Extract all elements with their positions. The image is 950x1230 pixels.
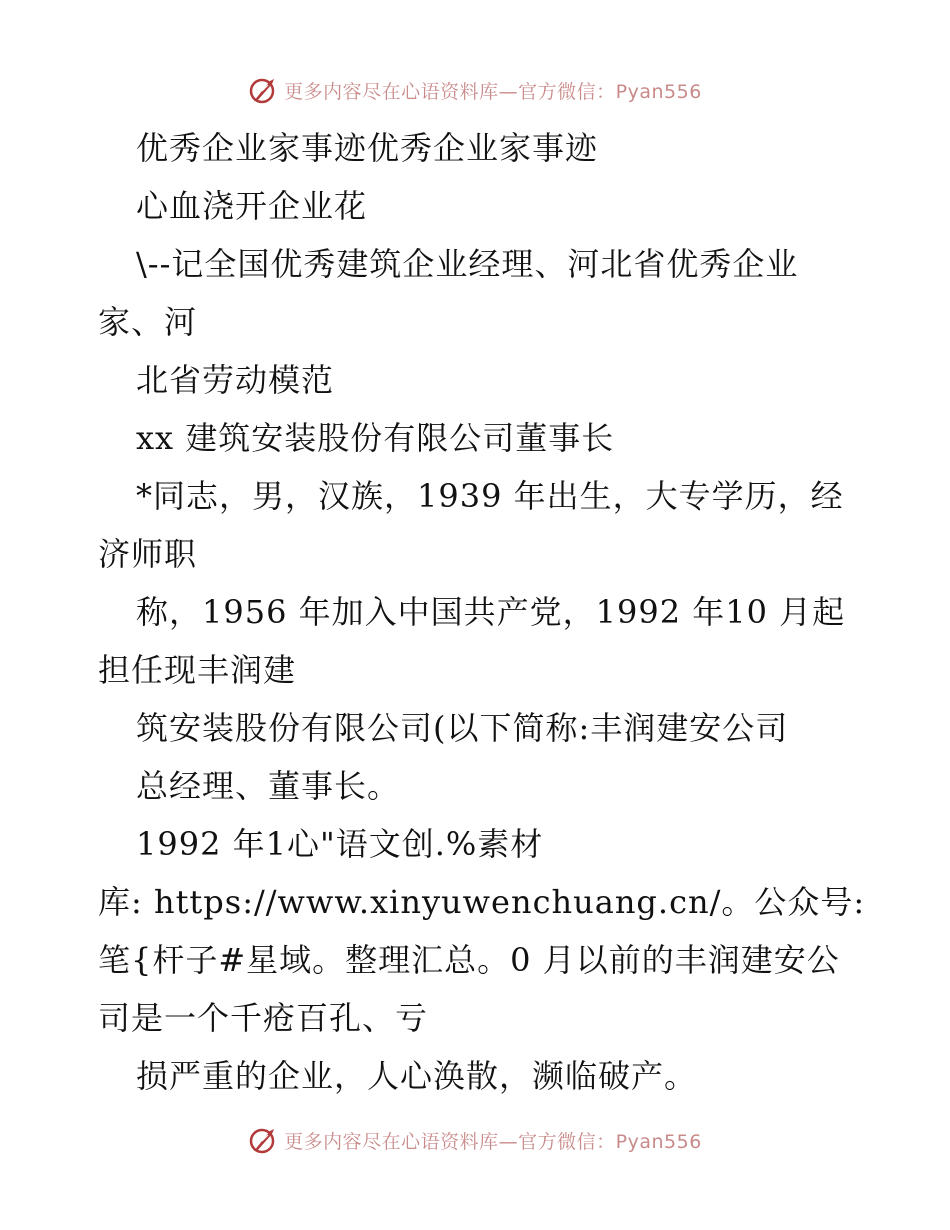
doc-line: 1992 年1心"语文创.%素材 [136, 825, 544, 863]
doc-line: xx 建筑安装股份有限公司董事长 [136, 419, 615, 457]
doc-line: 济师职 [98, 535, 198, 573]
doc-line: 北省劳动模范 [136, 361, 335, 399]
doc-line: 筑安装股份有限公司(以下简称:丰润建安公司 [136, 709, 789, 747]
doc-line: 损严重的企业，人心涣散，濒临破产。 [136, 1057, 698, 1095]
footer-banner [0, 1120, 950, 1160]
quill-logo-icon [248, 75, 278, 105]
footer-banner-text: 更多内容尽在心语资料库—官方微信：Pyan556 [284, 1130, 702, 1153]
doc-line: 称，1956 年加入中国共产党，1992 年10 月起 [136, 593, 846, 631]
doc-line: 总经理、董事长。 [136, 767, 401, 805]
doc-line: 家、河 [98, 303, 198, 341]
header-banner [0, 70, 950, 110]
doc-line: \--记全国优秀建筑企业经理、河北省优秀企业 [136, 245, 799, 283]
quill-logo-icon [248, 1125, 278, 1155]
doc-line: 担任现丰润建 [98, 651, 297, 689]
doc-line: 库: https://www.xinyuwenchuang.cn/。公众号: [98, 883, 866, 921]
header-banner-text: 更多内容尽在心语资料库—官方微信：Pyan556 [284, 80, 702, 103]
doc-line: 笔{杆子#星域。整理汇总。0 月以前的丰润建安公 [98, 941, 840, 979]
doc-line: *同志，男，汉族，1939 年出生，大专学历，经 [136, 477, 844, 515]
doc-line: 心血浇开企业花 [136, 187, 368, 225]
doc-line: 司是一个千疮百孔、亏 [98, 999, 429, 1037]
doc-line: 优秀企业家事迹优秀企业家事迹 [136, 129, 599, 167]
document-body [98, 119, 866, 1105]
